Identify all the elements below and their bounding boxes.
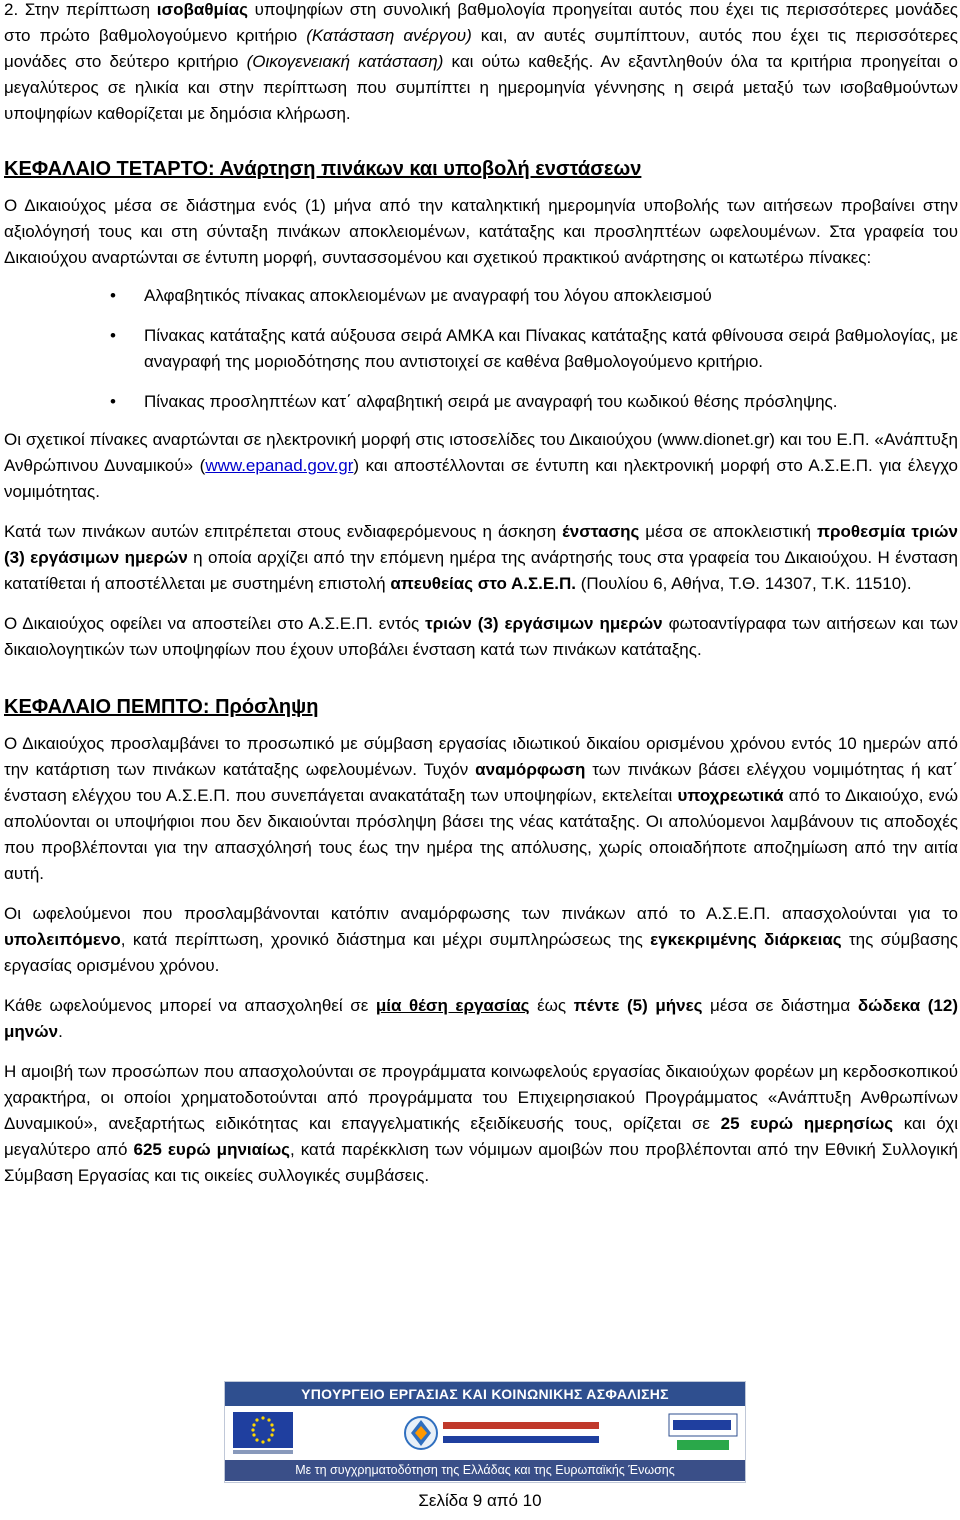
logos-row: [225, 1406, 745, 1460]
list-item: • Αλφαβητικός πίνακας αποκλειομένων με αναγραφή του λόγου αποκλεισμού: [4, 283, 958, 309]
eu-flag-icon: [231, 1410, 295, 1456]
employment-limit-paragraph: Κάθε ωφελούμενος μπορεί να απασχοληθεί σε μία θέση εργασίας έως πέντε (5) μήνες μέσα σε διάστημα δώδεκα (12) μηνών.: [4, 996, 959, 1041]
objection-paragraph: Κατά των πινάκων αυτών επιτρέπεται στους ενδιαφερόμενους η άσκηση ένστασης μέσα σε αποκλειστική προθεσμία τριών (3) εργάσιμων ημερών η οποία αρχίζει από την επόμενη ημέρα της ανάρτησής τους στα γραφεία του Δικαιούχου. Η ένσταση κατατίθεται ή αποστέλλεται με συστημένη επιστολή απευθείας στο Α.Σ.Ε.Π. (Πουλίου 6, Αθήνα, Τ.Θ. 14307, Τ.Κ. 11510).: [4, 522, 958, 593]
espa-logo-icon: [667, 1410, 739, 1456]
tables-list: [4, 283, 958, 415]
cofunding-note: Με τη συγχρηματοδότηση της Ελλάδας και της Ευρωπαϊκής Ένωσης: [225, 1460, 745, 1481]
operational-programme-logo-icon: [403, 1410, 603, 1456]
ministry-title: ΥΠΟΥΡΓΕΙΟ ΕΡΓΑΣΙΑΣ ΚΑΙ ΚΟΙΝΩΝΙΚΗΣ ΑΣΦΑΛΙΣΗΣ: [225, 1382, 745, 1406]
obligation-paragraph: Ο Δικαιούχος οφείλει να αποστείλει στο Α.Σ.Ε.Π. εντός τριών (3) εργάσιμων ημερών φωτοαντίγραφα των αιτήσεων και των δικαιολογητικών των υποψηφίων που έχουν υποβάλει ένσταση κατά των πινάκων κατάταξης.: [4, 614, 958, 659]
bullet-icon: •: [110, 326, 116, 345]
funding-banner: [224, 1381, 746, 1483]
chapter-four-intro: Ο Δικαιούχος μέσα σε διάστημα ενός (1) μήνα από την καταληκτική ημερομηνία υποβολής των αιτήσεων προβαίνει στην αξιολόγησή τους και στη σύνταξη πινάκων αποκλειομένων, κατάταξης και προσληπτέων ωφελουμένων. Στα γραφεία του Δικαιούχου αναρτώνται σε έντυπη μορφή, συντασσομένου και σχετικού πρακτικού ανάρτησης οι κατωτέρω πίνακες:: [4, 196, 958, 267]
chapter-four-heading: ΚΕΦΑΛΑΙΟ ΤΕΤΑΡΤΟ: Ανάρτηση πινάκων και υποβολή ενστάσεων: [4, 158, 642, 180]
hiring-paragraph: Ο Δικαιούχος προσλαμβάνει το προσωπικό με σύμβαση εργασίας ιδιωτικού δικαίου ορισμένου χρόνου εντός 10 ημερών από την κατάρτιση των πινάκων κατάταξης ωφελουμένων. Τυχόν αναμόρφωση των πινάκων βάσει ελέγχου νομιμότητας ή κατ΄ ένσταση ελέγχου του Α.Σ.Ε.Π. που συνεπάγεται ανακατάταξη των υποψηφίων, εκτελείται υποχρεωτικά από το Δικαιούχο, ενώ απολύονται οι υποψήφιοι που δεν δικαιούνται πρόσληψη βάσει της νέας κατάταξης. Οι απολύομενοι λαμβάνουν τις αποδοχές που προβλέπονται για την απασχόλησή τους έως την ημέρα της απόλυσης, χωρίς οποιαδήποτε αποζημίωση από την αιτία αυτή.: [4, 734, 958, 883]
list-item: • Πίνακας προσληπτέων κατ΄ αλφαβητική σειρά με αναγραφή του κωδικού θέσης πρόσληψης.: [4, 389, 958, 415]
bullet-icon: •: [110, 392, 116, 411]
list-item: • Πίνακας κατάταξης κατά αύξουσα σειρά ΑΜΚΑ και Πίνακας κατάταξης κατά φθίνουσα σειρά βαθμολογίας, με αναγραφή της μοριοδότησης που αντιστοιχεί σε καθένα βαθμολογούμενο κριτήριο.: [4, 323, 958, 375]
epanad-link[interactable]: www.epanad.gov.gr: [205, 456, 354, 475]
electronic-posting-paragraph: Οι σχετικοί πίνακες αναρτώνται σε ηλεκτρονική μορφή στις ιστοσελίδες του Δικαιούχου (www.dionet.gr) και του Ε.Π. «Ανάπτυξη Ανθρώπινου Δυναμικού» (www.epanad.gov.gr) και αποστέλλονται σε έντυπη και ηλεκτρονική μορφή στο Α.Σ.Ε.Π. για έλεγχο νομιμότητας.: [4, 430, 958, 501]
page-content: [4, 0, 958, 1189]
remuneration-paragraph: Η αμοιβή των προσώπων που απασχολούνται σε προγράμματα κοινωφελούς εργασίας δικαιούχων φορέων μη κερδοσκοπικού χαρακτήρα, οι οποίοι χρηματοδοτούνται από προγράμματα του Επιχειρησιακού Προγράμματος «Ανάπτυξη Ανθρωπίνων Δυναμικού», ανεξαρτήτως ειδικότητας και επαγγελματικής εξειδίκευσής τους, ορίζεται σε 25 ευρώ ημερησίως και όχι μεγαλύτερο από 625 ευρώ μηνιαίως, κατά παρέκκλιση των νόμιμων αμοιβών που προβλέπονται από την Εθνική Συλλογική Σύμβαση Εργασίας και τις οικείες συλλογικές συμβάσεις.: [4, 1062, 958, 1185]
remaining-period-paragraph: Οι ωφελούμενοι που προσλαμβάνονται κατόπιν αναμόρφωσης των πινάκων από το Α.Σ.Ε.Π. απασχολούνται για το υπολειπόμενο, κατά περίπτωση, χρονικό διάστημα και μέχρι συμπληρώσεως της εγκεκριμένης διάρκειας της σύμβασης εργασίας ορισμένου χρόνου.: [4, 904, 959, 975]
chapter-five-heading: ΚΕΦΑΛΑΙΟ ΠΕΜΠΤΟ: Πρόσληψη: [4, 696, 319, 718]
page-number: Σελίδα 9 από 10: [418, 1491, 542, 1510]
bullet-icon: •: [110, 286, 116, 305]
tie-break-paragraph: 2. Στην περίπτωση ισοβαθμίας υποψηφίων στη συνολική βαθμολογία προηγείται αυτός που έχει τις περισσότερες μονάδες στο πρώτο βαθμολογούμενο κριτήριο (Κατάσταση ανέργου) και, αν αυτές συμπίπτουν, αυτός που έχει τις περισσότερες μονάδες στο δεύτερο κριτήριο (Οικογενειακή κατάσταση) και ούτω καθεξής. Αν εξαντληθούν όλα τα κριτήρια προηγείται ο μεγαλύτερος σε ηλικία και στην περίπτωση που συμπίπτει η ημερομηνία γέννησης η σειρά μεταξύ των ισοβαθμούντων υποψηφίων καθορίζεται με δημόσια κλήρωση.: [4, 0, 958, 123]
